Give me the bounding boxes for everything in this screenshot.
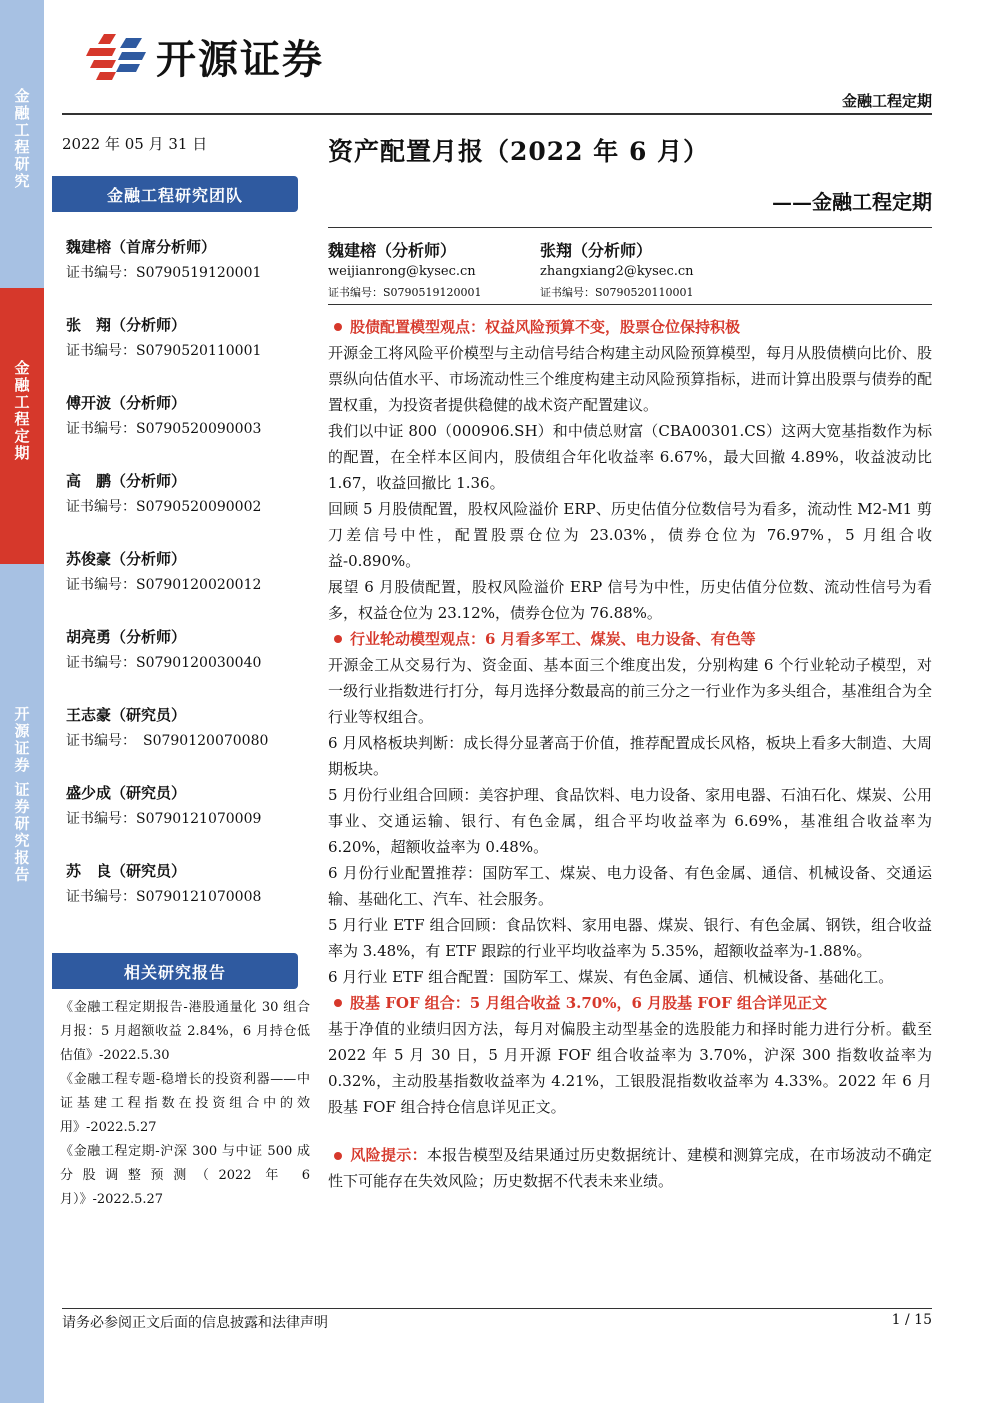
analyst-name: 苏俊豪（分析师） — [66, 550, 187, 568]
analyst-item — [66, 626, 302, 704]
analyst-item — [66, 236, 302, 314]
paragraph: 6 月风格板块判断：成长得分显著高于价值，推荐配置成长风格，板块上看多大制造、大周期板块。 — [328, 734, 932, 778]
analyst-cert: 证书编号：S0790120030040 — [66, 655, 262, 671]
side-strip-bottom — [0, 564, 44, 1403]
footer-disclaimer: 请务必参阅正文后面的信息披露和法律声明 — [62, 1315, 328, 1331]
logo-mark-icon — [86, 30, 150, 82]
analyst-item — [66, 860, 302, 938]
section-heading — [328, 314, 932, 340]
report-body — [328, 314, 932, 1194]
section-heading — [328, 990, 932, 1016]
bullet-icon — [334, 999, 342, 1007]
analyst-cert: 证书编号：S0790519120001 — [66, 265, 262, 281]
paragraph: 展望 6 月股债配置，股权风险溢价 ERP 信号为中性，历史估值分位数、流动性信号为看多，权益仓位为 23.12%，债券仓位为 76.88%。 — [328, 578, 932, 622]
team-title: 金融工程研究团队 — [52, 176, 298, 212]
risk-lead: 风险提示： — [350, 1146, 427, 1164]
side-strip-top — [0, 0, 44, 288]
analyst-cert: 证书编号：S0790121070009 — [66, 811, 262, 827]
analyst-name: 王志豪（研究员） — [66, 706, 187, 724]
section-heading-text: 股基 FOF 组合：5 月组合收益 3.70%，6 月股基 FOF 组合详见正文 — [350, 994, 827, 1012]
report-date: 2022 年 05 月 31 日 — [62, 135, 208, 153]
title-divider — [328, 227, 932, 228]
analyst-name: 胡亮勇（分析师） — [66, 628, 187, 646]
header-tag: 金融工程定期 — [841, 92, 932, 110]
related-reports — [60, 996, 310, 1212]
bullet-icon — [334, 1152, 342, 1160]
analyst-cert: 证书编号：S0790520090002 — [66, 499, 262, 515]
paragraph: 基于净值的业绩归因方法，每月对偏股主动型基金的选股能力和择时能力进行分析。截至 2022 年 5 月 30 日，5 月开源 FOF 组合收益率为 3.70%，沪深 300 指数收益率为 0.32%，主动股基指数收益率为 4.21%，工银股混指数收益率为 4.33%。2022 年 6 月股基 FOF 组合持仓信息详见正文。 — [328, 1020, 932, 1116]
paragraph: 我们以中证 800（000906.SH）和中债总财富（CBA00301.CS）这两大宽基指数作为标的配置，在全样本区间内，股债组合年化收益率 6.67%，最大回撤 4.89%，收益波动比 1.67，收益回撤比 1.36。 — [328, 422, 932, 492]
report-subtitle: ——金融工程定期 — [772, 190, 932, 214]
analyst-name: 盛少成（研究员） — [66, 784, 187, 802]
paragraph: 回顾 5 月股债配置，股权风险溢价 ERP、历史估值分位数信号为看多，流动性 M2-M1 剪刀差信号中性，配置股票仓位为 23.03%，债券仓位为 76.97%，5 月组合收益-0.890%。 — [328, 500, 932, 570]
paragraph: 开源金工从交易行为、资金面、基本面三个维度出发，分别构建 6 个行业轮动子模型，对一级行业指数进行打分，每月选择分数最高的前三分之一行业作为多头组合，基准组合为全行业等权组合。 — [328, 656, 932, 726]
related-title: 相关研究报告 — [52, 953, 298, 989]
side-strip-middle — [0, 288, 44, 564]
analyst-cert: 证书编号：S0790120020012 — [66, 577, 262, 593]
author-block — [540, 238, 694, 300]
analyst-cert: 证书编号：S0790520110001 — [66, 343, 262, 359]
analyst-item — [66, 548, 302, 626]
analyst-item — [66, 782, 302, 860]
section-heading-text: 行业轮动模型观点：6 月看多军工、煤炭、电力设备、有色等 — [350, 630, 756, 648]
author-cert: 证书编号：S0790520110001 — [540, 286, 694, 299]
section-rotation — [328, 626, 932, 990]
analyst-item — [66, 704, 302, 782]
side-strip-top-label: 金融工程研究 — [12, 88, 31, 190]
analyst-name: 傅开波（分析师） — [66, 394, 187, 412]
section-allocation — [328, 314, 932, 626]
risk-warning — [328, 1142, 932, 1194]
author-block — [328, 238, 482, 300]
author-email[interactable]: zhangxiang2@kysec.cn — [540, 264, 694, 279]
author-divider — [328, 304, 932, 305]
analyst-list — [66, 236, 302, 938]
analyst-name: 苏 良（研究员） — [66, 862, 187, 880]
report-title: 资产配置月报（2022 年 6 月） — [328, 137, 710, 166]
analyst-name: 魏建榕（首席分析师） — [66, 238, 217, 256]
analyst-item — [66, 470, 302, 548]
analyst-name: 张 翔（分析师） — [66, 316, 187, 334]
author-name: 魏建榕（分析师） — [328, 241, 457, 260]
paragraph: 开源金工将风险平价模型与主动信号结合构建主动风险预算模型，每月从股债横向比价、股票纵向估值水平、市场流动性三个维度构建主动风险预算指标，进而计算出股票与债券的配置权重，为投资者提供稳健的战术资产配置建议。 — [328, 344, 932, 414]
author-cert: 证书编号：S0790519120001 — [328, 286, 482, 299]
analyst-item — [66, 314, 302, 392]
side-strip-middle-label: 金融工程定期 — [12, 360, 31, 462]
section-heading-text: 股债配置模型观点：权益风险预算不变，股票仓位保持积极 — [350, 318, 741, 336]
analyst-cert: 证书编号： S0790120070080 — [66, 733, 269, 749]
author-name: 张翔（分析师） — [540, 241, 653, 260]
bullet-icon — [334, 635, 342, 643]
analyst-name: 高 鹏（分析师） — [66, 472, 187, 490]
footer-divider — [62, 1308, 932, 1309]
related-report-link[interactable]: 《金融工程定期报告-港股通量化 30 组合月报：5 月超额收益 2.84%，6 月持仓低估值》-2022.5.30 — [60, 1000, 310, 1063]
section-fof — [328, 990, 932, 1120]
related-report-link[interactable]: 《金融工程专题-稳增长的投资利器——中证基建工程指数在投资组合中的效用》-2022.5.27 — [60, 1072, 310, 1135]
bullet-icon — [334, 323, 342, 331]
paragraph: 5 月份行业组合回顾：美容护理、食品饮料、电力设备、家用电器、石油石化、煤炭、公用事业、交通运输、银行、有色金属，组合平均收益率为 6.69%，基准组合收益率为 6.20%，超额收益率为 0.48%。 — [328, 786, 932, 856]
related-report-link[interactable]: 《金融工程定期-沪深 300 与中证 500 成分股调整预测（2022 年 6 月）》-2022.5.27 — [60, 1144, 310, 1207]
page-number: 1 / 15 — [891, 1312, 932, 1328]
analyst-cert: 证书编号：S0790121070008 — [66, 889, 262, 905]
side-strip-bottom-label: 开源证券 证券研究报告 — [12, 706, 31, 884]
header-divider — [62, 113, 932, 115]
risk-text: 本报告模型及结果通过历史数据统计、建模和测算完成，在市场波动不确定性下可能存在失效风险；历史数据不代表未来业绩。 — [328, 1146, 932, 1190]
paragraph: 5 月行业 ETF 组合回顾：食品饮料、家用电器、煤炭、银行、有色金属、钢铁，组合收益率为 3.48%，有 ETF 跟踪的行业平均收益率为 5.35%，超额收益率为-1.88%。 — [328, 916, 932, 960]
analyst-item — [66, 392, 302, 470]
company-logo — [86, 28, 324, 84]
paragraph: 6 月份行业配置推荐：国防军工、煤炭、电力设备、有色金属、通信、机械设备、交通运输、基础化工、汽车、社会服务。 — [328, 864, 932, 908]
analyst-cert: 证书编号：S0790520090003 — [66, 421, 262, 437]
author-email[interactable]: weijianrong@kysec.cn — [328, 264, 476, 279]
brand-name: 开源证券 — [156, 36, 324, 83]
paragraph: 6 月行业 ETF 组合配置：国防军工、煤炭、有色金属、通信、机械设备、基础化工。 — [328, 968, 894, 986]
section-heading — [328, 626, 932, 652]
side-strip — [0, 0, 44, 1403]
